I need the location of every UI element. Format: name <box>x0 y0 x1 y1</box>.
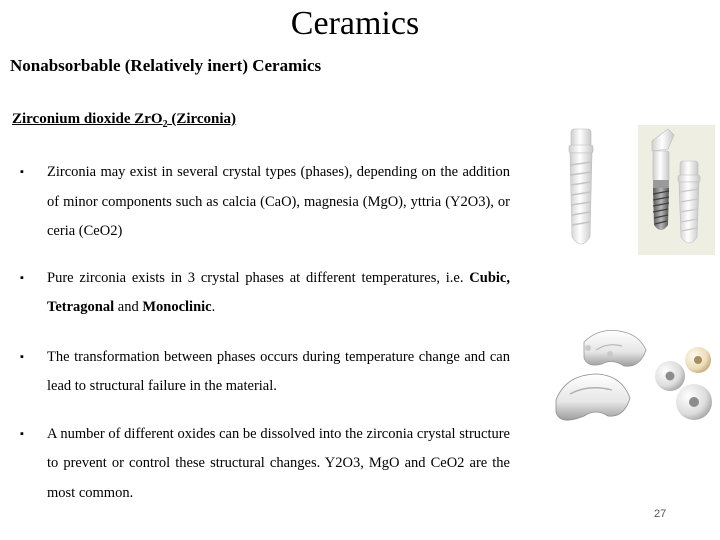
section-subscript: 2 <box>162 119 168 130</box>
bullet-list <box>20 158 510 508</box>
section-suffix: (Zirconia) <box>167 111 237 127</box>
ceramic-ball-icon <box>676 384 712 420</box>
zirconia-implants-photo <box>560 125 715 255</box>
zirconia-ceramic-parts-photo <box>548 322 718 442</box>
bullet-text: The transformation between phases occurs during temperature change and can lead to structural failure in the material. <box>47 348 510 394</box>
bullet-text: Pure zirconia exists in 3 crystal phases at different temperatures, i.e. <box>47 269 464 286</box>
phase-tetragonal: Tetragonal <box>47 299 115 315</box>
section-element: O <box>150 111 163 127</box>
bullet-item <box>20 343 510 402</box>
knee-component-icon <box>584 330 646 366</box>
white-implant-icon <box>569 129 593 244</box>
section-prefix: Zirconium dioxide Zr <box>12 111 151 127</box>
page-number: 27 <box>654 508 667 520</box>
bullet-item <box>20 420 510 509</box>
square-bullet-icon: ▪ <box>20 271 24 284</box>
bullet-item <box>20 158 510 247</box>
ceramic-ball-icon <box>655 361 685 391</box>
square-bullet-icon: ▪ <box>20 350 24 363</box>
square-bullet-icon: ▪ <box>20 166 24 178</box>
section-heading <box>12 111 236 130</box>
bullet-text: Zirconia may exist in several crystal types (phases), depending on the addition of minor components such as calcia (CaO), magnesia (MgO), yttria (Y2O3), or ceria (CeO2) <box>47 164 510 239</box>
photo-background <box>638 125 715 255</box>
square-bullet-icon: ▪ <box>20 427 24 440</box>
knee-component-icon <box>556 374 630 420</box>
slide-title: Ceramics <box>290 5 420 42</box>
phase-monoclinic: Monoclinic <box>142 299 212 315</box>
bullet-text: A number of different oxides can be dissolved into the zirconia crystal structure to prevent or control these structural changes. Y2O3, MgO and CeO2 are the most common. <box>47 425 510 501</box>
bullet-conjunction: and <box>117 299 139 315</box>
ceramic-ball-icon <box>685 347 711 373</box>
bullet-item <box>20 264 510 323</box>
phase-cubic: Cubic, <box>469 269 510 286</box>
slide-subtitle: Nonabsorbable (Relatively inert) Ceramics <box>10 56 322 75</box>
bullet-period: . <box>211 299 216 315</box>
white-implant-icon <box>678 161 700 243</box>
